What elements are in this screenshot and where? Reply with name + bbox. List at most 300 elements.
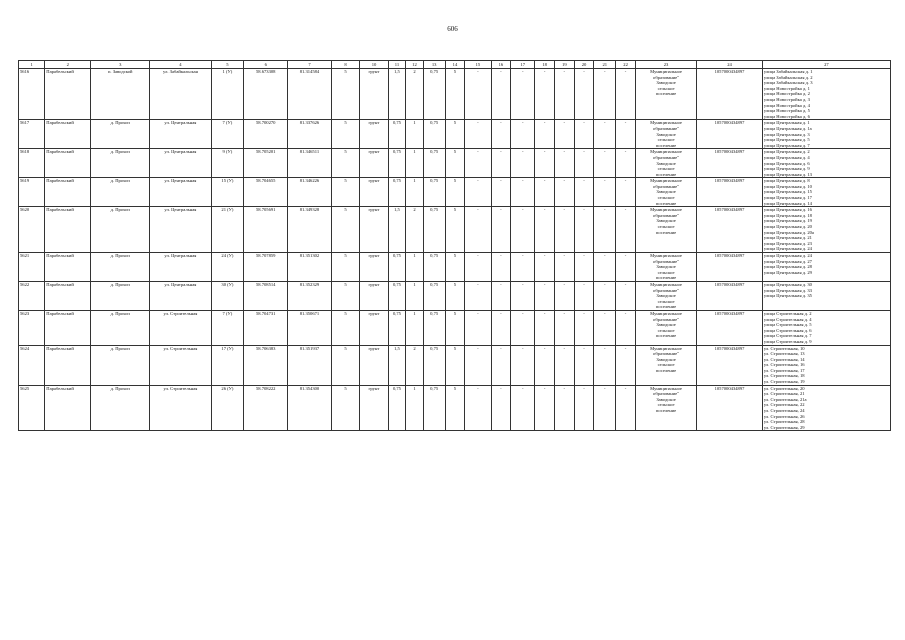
empty-dash-cell: -	[594, 149, 616, 178]
owner-line: Заводское	[656, 189, 676, 195]
owner-line: сельское	[657, 327, 675, 333]
district-cell: Парабельский	[45, 207, 91, 253]
address-line: улица Забайкальская д. 3	[763, 80, 813, 86]
street-cell: ул. Строительная	[150, 310, 211, 345]
house-cell: 30 (У)	[211, 281, 244, 310]
latitude-cell: 58.707859	[244, 253, 288, 282]
address-line: улица Строительная д. 7	[763, 333, 812, 339]
address-line: улица Центральная д. 16	[763, 207, 812, 213]
owner-cell	[635, 310, 696, 345]
row-id-cell: 5617	[19, 120, 45, 149]
house-cell: 26 (У)	[211, 385, 244, 431]
surface-type-cell: грунт	[360, 310, 388, 345]
column-12-cell: 1	[406, 281, 424, 310]
empty-dash-cell: -	[535, 120, 555, 149]
row-id-cell: 5616	[19, 69, 45, 120]
owner-line: Муниципальное	[650, 310, 682, 316]
table-row	[19, 207, 891, 253]
column-number-header: 21	[594, 61, 616, 69]
column-14-cell: 5	[445, 281, 465, 310]
address-line: улица Центральная д. 7	[763, 142, 810, 148]
locality-cell: д. Прохоп	[91, 207, 150, 253]
locality-cell: д. Прохоп	[91, 281, 150, 310]
owner-line: поселение	[655, 142, 677, 148]
column-11-cell: 0,75	[388, 178, 406, 207]
owner-line: Муниципальное	[650, 385, 682, 391]
empty-dash-cell: -	[465, 385, 491, 431]
empty-dash-cell: -	[511, 345, 535, 385]
longitude-cell: 81.314584	[288, 69, 332, 120]
column-13-cell: 0,75	[423, 310, 445, 345]
empty-dash-cell: -	[535, 310, 555, 345]
column-13-cell: 0,75	[423, 253, 445, 282]
served-addresses-cell	[762, 149, 890, 178]
empty-dash-cell: -	[491, 385, 511, 431]
locality-cell: д. Прохоп	[91, 345, 150, 385]
address-line: улица Новостройка д. 4	[763, 102, 810, 108]
address-line: улица Строительная д. 4	[763, 316, 812, 322]
empty-dash-cell: -	[535, 178, 555, 207]
empty-dash-cell: -	[594, 120, 616, 149]
owner-line: сельское	[657, 298, 675, 304]
owner-line: Муниципальное	[650, 149, 682, 155]
column-8-cell: 5	[331, 120, 359, 149]
empty-dash-cell: -	[616, 253, 636, 282]
column-number-header: 7	[288, 61, 332, 69]
empty-dash-cell: -	[554, 385, 574, 431]
longitude-cell: 81.354300	[288, 385, 332, 431]
empty-dash-cell: -	[511, 69, 535, 120]
owner-line: Заводское	[656, 160, 676, 166]
empty-dash-cell: -	[554, 345, 574, 385]
served-addresses-cell	[762, 281, 890, 310]
address-line: улица Центральная д. 24	[763, 253, 812, 258]
owner-line: Заводское	[656, 322, 676, 328]
ogrn-cell: 1057000434897	[697, 69, 763, 120]
empty-dash-cell: -	[554, 120, 574, 149]
owner-cell	[635, 281, 696, 310]
empty-dash-cell: -	[594, 253, 616, 282]
column-12-cell: 2	[406, 345, 424, 385]
district-cell: Парабельский	[45, 345, 91, 385]
latitude-cell: 58.704731	[244, 310, 288, 345]
owner-line: сельское	[657, 166, 675, 172]
column-12-cell: 1	[406, 385, 424, 431]
district-cell: Парабельский	[45, 69, 91, 120]
column-number-header: 14	[445, 61, 465, 69]
column-number-header: 5	[211, 61, 244, 69]
address-line: улица Центральная д. 35	[763, 293, 812, 299]
owner-line: поселение	[655, 200, 677, 206]
empty-dash-cell: -	[511, 310, 535, 345]
address-line: улица Центральная д. 18	[763, 212, 812, 218]
address-line: улица Строительная д. 6	[763, 327, 812, 333]
ogrn-cell: 1057000434897	[697, 310, 763, 345]
column-number-header: 8	[331, 61, 359, 69]
district-cell: Парабельский	[45, 120, 91, 149]
column-11-cell: 0,75	[388, 149, 406, 178]
owner-line: Муниципальное	[650, 120, 682, 126]
column-14-cell: 5	[445, 385, 465, 431]
house-cell: 7 (У)	[211, 310, 244, 345]
column-11-cell: 0,75	[388, 385, 406, 431]
empty-dash-cell: -	[554, 69, 574, 120]
house-cell: 1 (У)	[211, 69, 244, 120]
empty-dash-cell: -	[594, 345, 616, 385]
column-11-cell: 1,5	[388, 345, 406, 385]
ogrn-cell: 1057000434897	[697, 178, 763, 207]
empty-dash-cell: -	[511, 149, 535, 178]
empty-dash-cell: -	[616, 345, 636, 385]
longitude-cell: 81.352329	[288, 281, 332, 310]
column-13-cell: 0,75	[423, 69, 445, 120]
surface-type-cell: грунт	[360, 207, 388, 253]
column-8-cell: 5	[331, 207, 359, 253]
address-line: улица Центральная д. 13	[763, 171, 812, 177]
address-line: улица Центральная д. 5	[763, 137, 810, 143]
ogrn-cell: 1057000434897	[697, 385, 763, 431]
locality-cell: д. Прохоп	[91, 385, 150, 431]
column-8-cell: 5	[331, 345, 359, 385]
empty-dash-cell: -	[616, 385, 636, 431]
address-line: ул. Строительная, 21	[763, 391, 805, 397]
column-11-cell: 0,75	[388, 310, 406, 345]
column-14-cell: 5	[445, 310, 465, 345]
latitude-cell: 58.673308	[244, 69, 288, 120]
empty-dash-cell: -	[574, 281, 594, 310]
house-cell: 17 (У)	[211, 345, 244, 385]
table-row	[19, 310, 891, 345]
owner-line: сельское	[657, 195, 675, 201]
column-11-cell: 0,75	[388, 253, 406, 282]
longitude-cell: 81.346511	[288, 149, 332, 178]
empty-dash-cell: -	[511, 178, 535, 207]
owner-line: Муниципальное	[650, 69, 682, 74]
ogrn-cell: 1057000434897	[697, 120, 763, 149]
empty-dash-cell: -	[574, 149, 594, 178]
column-14-cell: 5	[445, 149, 465, 178]
table-row	[19, 120, 891, 149]
street-cell: ул. Центральная	[150, 120, 211, 149]
empty-dash-cell: -	[465, 253, 491, 282]
latitude-cell: 58.705201	[244, 149, 288, 178]
row-id-cell: 5618	[19, 149, 45, 178]
house-cell: 21 (У)	[211, 207, 244, 253]
served-addresses-cell	[762, 253, 890, 282]
empty-dash-cell: -	[465, 207, 491, 253]
empty-dash-cell: -	[616, 120, 636, 149]
table-row	[19, 281, 891, 310]
owner-line: Заводское	[656, 293, 676, 299]
owner-line: образование"	[653, 154, 680, 160]
column-8-cell: 5	[331, 281, 359, 310]
address-line: ул. Строительная, 13	[763, 351, 805, 357]
latitude-cell: 58.708222	[244, 385, 288, 431]
owner-line: образование"	[653, 74, 680, 80]
table-row	[19, 385, 891, 431]
owner-line: сельское	[657, 85, 675, 91]
address-line: улица Центральная д. 33	[763, 287, 812, 293]
empty-dash-cell: -	[574, 310, 594, 345]
empty-dash-cell: -	[616, 207, 636, 253]
house-cell: 9 (У)	[211, 149, 244, 178]
address-line: улица Центральная д. 29	[763, 269, 812, 275]
empty-dash-cell: -	[616, 69, 636, 120]
address-line: улица Новостройка д. 3	[763, 96, 810, 102]
owner-line: поселение	[655, 367, 677, 373]
empty-dash-cell: -	[535, 253, 555, 282]
column-11-cell: 0,75	[388, 281, 406, 310]
address-line: улица Центральная д. 21	[763, 235, 812, 241]
served-addresses-cell	[762, 310, 890, 345]
address-line: улица Центральная д. 3	[763, 131, 810, 137]
empty-dash-cell: -	[465, 345, 491, 385]
empty-dash-cell: -	[535, 385, 555, 431]
empty-dash-cell: -	[491, 207, 511, 253]
column-number-header: 27	[762, 61, 890, 69]
surface-type-cell: грунт	[360, 253, 388, 282]
row-id-cell: 5623	[19, 310, 45, 345]
empty-dash-cell: -	[465, 149, 491, 178]
row-id-cell: 5622	[19, 281, 45, 310]
street-cell: ул. Центральная	[150, 207, 211, 253]
owner-line: поселение	[655, 408, 677, 414]
empty-dash-cell: -	[511, 281, 535, 310]
empty-dash-cell: -	[491, 149, 511, 178]
empty-dash-cell: -	[574, 253, 594, 282]
empty-dash-cell: -	[594, 281, 616, 310]
address-line: улица Новостройка д. 5	[763, 108, 810, 114]
column-number-header: 17	[511, 61, 535, 69]
column-13-cell: 0,75	[423, 120, 445, 149]
waste-site-registry-table	[18, 60, 891, 431]
empty-dash-cell: -	[511, 120, 535, 149]
column-number-header: 24	[697, 61, 763, 69]
column-13-cell: 0,75	[423, 385, 445, 431]
address-line: улица Центральная д. 9	[763, 166, 810, 172]
empty-dash-cell: -	[574, 385, 594, 431]
table-row	[19, 69, 891, 120]
empty-dash-cell: -	[491, 69, 511, 120]
address-line: улица Центральная д. 2	[763, 149, 810, 155]
address-line: ул. Строительная, 21а	[763, 396, 807, 402]
owner-line: образование"	[653, 258, 680, 264]
address-line: ул. Строительная, 10	[763, 345, 805, 351]
empty-dash-cell: -	[594, 178, 616, 207]
column-number-header: 15	[465, 61, 491, 69]
page-number: 606	[447, 25, 458, 33]
owner-line: Заводское	[656, 80, 676, 86]
row-id-cell: 5621	[19, 253, 45, 282]
street-cell: ул. Центральная	[150, 281, 211, 310]
address-line: улица Центральная д. 15	[763, 189, 812, 195]
empty-dash-cell: -	[491, 178, 511, 207]
owner-line: сельское	[657, 402, 675, 408]
street-cell: ул. Строительная	[150, 385, 211, 431]
empty-dash-cell: -	[554, 149, 574, 178]
address-line: ул. Строительная, 17	[763, 367, 805, 373]
address-line: улица Строительная д. 2	[763, 310, 812, 316]
column-number-header: 2	[45, 61, 91, 69]
column-11-cell: 0,75	[388, 120, 406, 149]
address-line: улица Строительная д. 5	[763, 322, 812, 328]
served-addresses-cell	[762, 385, 890, 431]
empty-dash-cell: -	[491, 281, 511, 310]
district-cell: Парабельский	[45, 310, 91, 345]
table-row	[19, 345, 891, 385]
locality-cell: д. Прохоп	[91, 120, 150, 149]
column-number-header: 18	[535, 61, 555, 69]
surface-type-cell: грунт	[360, 69, 388, 120]
empty-dash-cell: -	[465, 69, 491, 120]
address-line: ул. Строительная, 26	[763, 413, 805, 419]
row-id-cell: 5624	[19, 345, 45, 385]
surface-type-cell: грунт	[360, 385, 388, 431]
column-number-header: 4	[150, 61, 211, 69]
empty-dash-cell: -	[554, 178, 574, 207]
empty-dash-cell: -	[554, 207, 574, 253]
surface-type-cell: грунт	[360, 149, 388, 178]
owner-line: образование"	[653, 316, 680, 322]
column-8-cell: 5	[331, 149, 359, 178]
address-line: улица Центральная д. 24	[763, 246, 812, 252]
ogrn-cell: 1057000434897	[697, 253, 763, 282]
column-12-cell: 1	[406, 149, 424, 178]
address-line: улица Центральная д. 30	[763, 281, 812, 287]
empty-dash-cell: -	[511, 207, 535, 253]
empty-dash-cell: -	[535, 281, 555, 310]
address-line: ул. Строительная, 29	[763, 424, 805, 430]
column-number-header: 3	[91, 61, 150, 69]
owner-line: Заводское	[656, 264, 676, 270]
address-line: улица Новостройка д. 6	[763, 113, 810, 119]
surface-type-cell: грунт	[360, 178, 388, 207]
latitude-cell: 58.706383	[244, 345, 288, 385]
column-number-header: 1	[19, 61, 45, 69]
owner-cell	[635, 120, 696, 149]
column-8-cell: 5	[331, 178, 359, 207]
house-cell: 24 (У)	[211, 253, 244, 282]
column-8-cell: 5	[331, 69, 359, 120]
surface-type-cell: грунт	[360, 281, 388, 310]
owner-cell	[635, 69, 696, 120]
empty-dash-cell: -	[465, 310, 491, 345]
latitude-cell: 58.708514	[244, 281, 288, 310]
served-addresses-cell	[762, 345, 890, 385]
address-line: улица Забайкальская д. 2	[763, 74, 813, 80]
column-14-cell: 5	[445, 207, 465, 253]
ogrn-cell: 1057000434897	[697, 149, 763, 178]
empty-dash-cell: -	[491, 310, 511, 345]
column-number-header: 22	[616, 61, 636, 69]
owner-cell	[635, 207, 696, 253]
table-row	[19, 149, 891, 178]
empty-dash-cell: -	[574, 207, 594, 253]
street-cell: ул. Центральная	[150, 149, 211, 178]
empty-dash-cell: -	[554, 253, 574, 282]
locality-cell: д. Прохоп	[91, 149, 150, 178]
column-11-cell: 1,5	[388, 69, 406, 120]
empty-dash-cell: -	[554, 310, 574, 345]
owner-line: Муниципальное	[650, 207, 682, 213]
column-14-cell: 5	[445, 178, 465, 207]
column-number-header: 6	[244, 61, 288, 69]
owner-cell	[635, 149, 696, 178]
column-12-cell: 2	[406, 207, 424, 253]
longitude-cell: 81.337626	[288, 120, 332, 149]
address-line: улица Новостройка д. 2	[763, 91, 810, 97]
owner-line: образование"	[653, 212, 680, 218]
column-12-cell: 1	[406, 310, 424, 345]
owner-line: поселение	[655, 304, 677, 310]
owner-line: сельское	[657, 137, 675, 143]
row-id-cell: 5625	[19, 385, 45, 431]
served-addresses-cell	[762, 207, 890, 253]
address-line: улица Центральная д. 14	[763, 200, 812, 206]
address-line: улица Центральная д. 20	[763, 224, 812, 230]
street-cell: ул. Забайкальская	[150, 69, 211, 120]
owner-line: поселение	[655, 275, 677, 281]
column-14-cell: 5	[445, 253, 465, 282]
owner-cell	[635, 178, 696, 207]
longitude-cell: 81.350671	[288, 310, 332, 345]
address-line: ул. Строительная, 16	[763, 362, 805, 368]
address-line: улица Центральная д. 1	[763, 120, 810, 126]
owner-line: поселение	[655, 171, 677, 177]
locality-cell: д. Прохоп	[91, 310, 150, 345]
owner-line: Заводское	[656, 356, 676, 362]
owner-line: сельское	[657, 224, 675, 230]
row-id-cell: 5619	[19, 178, 45, 207]
owner-line: Заводское	[656, 131, 676, 137]
column-14-cell: 5	[445, 345, 465, 385]
latitude-cell: 58.705691	[244, 207, 288, 253]
column-13-cell: 0,75	[423, 178, 445, 207]
ogrn-cell: 1057000434897	[697, 345, 763, 385]
served-addresses-cell	[762, 178, 890, 207]
empty-dash-cell: -	[616, 310, 636, 345]
served-addresses-cell	[762, 69, 890, 120]
district-cell: Парабельский	[45, 385, 91, 431]
ogrn-cell: 1057000434897	[697, 207, 763, 253]
surface-type-cell: грунт	[360, 120, 388, 149]
owner-cell	[635, 253, 696, 282]
street-cell: ул. Центральная	[150, 178, 211, 207]
column-13-cell: 0,75	[423, 207, 445, 253]
address-line: улица Центральная д. 20а	[763, 229, 814, 235]
empty-dash-cell: -	[594, 385, 616, 431]
house-cell: 7 (У)	[211, 120, 244, 149]
address-line: улица Центральная д. 28	[763, 264, 812, 270]
served-addresses-cell	[762, 120, 890, 149]
empty-dash-cell: -	[535, 345, 555, 385]
address-line: улица Центральная д. 19	[763, 218, 812, 224]
street-cell: ул. Строительная	[150, 345, 211, 385]
empty-dash-cell: -	[535, 149, 555, 178]
row-id-cell: 5620	[19, 207, 45, 253]
address-line: ул. Строительная, 22	[763, 402, 805, 408]
empty-dash-cell: -	[554, 281, 574, 310]
column-8-cell: 5	[331, 310, 359, 345]
empty-dash-cell: -	[491, 120, 511, 149]
address-line: ул. Строительная, 28	[763, 419, 805, 425]
table-row	[19, 253, 891, 282]
empty-dash-cell: -	[465, 178, 491, 207]
district-cell: Парабельский	[45, 253, 91, 282]
owner-line: Заводское	[656, 396, 676, 402]
address-line: улица Забайкальская д. 1	[763, 69, 813, 74]
empty-dash-cell: -	[574, 120, 594, 149]
